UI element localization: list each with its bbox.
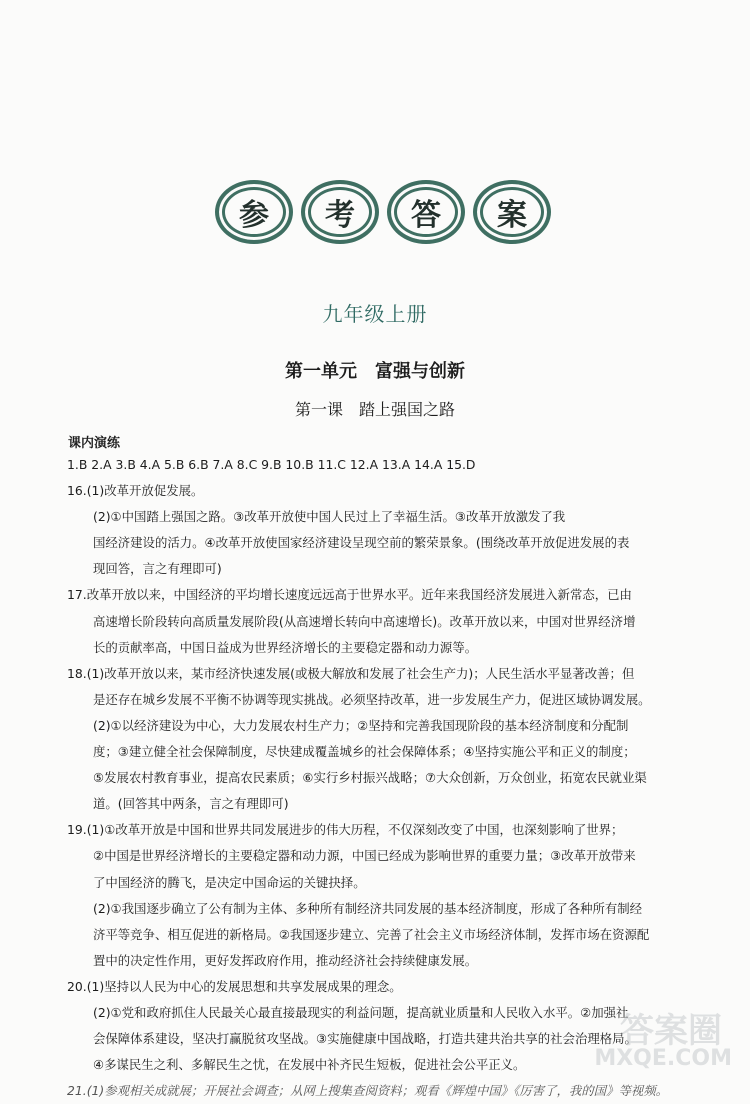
answer-line: ②中国是世界经济增长的主要稳定器和动力源，中国已经成为影响世界的重要力量；③改革开放带来 [93,848,636,864]
watermark-domain: MXQE.COM [594,1046,732,1071]
answer-line: ⑤发展农村教育事业，提高农民素质；⑥实行乡村振兴战略；⑦大众创新，万众创业，拓宽农民就业渠 [93,770,647,786]
banner-char: 案 [497,198,527,233]
answer-line: (2)①党和政府抓住人民最关心最直接最现实的利益问题，提高就业质量和人民收入水平。②加强社 [93,1004,629,1020]
answer-line: 置中的决定性作用，更好发挥政府作用，推动经济社会持续健康发展。 [93,952,478,968]
answer-line: (2)①中国踏上强国之路。③改革开放使中国人民过上了幸福生活。③改革开放激发了我 [93,509,566,525]
banner-char: 答 [411,198,441,233]
banner-seal [301,180,379,244]
answer-line: 现回答，言之有理即可) [93,561,222,577]
grade-title: 九年级上册 [322,302,428,326]
answer-banner [215,180,551,244]
unit-title: 第一单元 富强与创新 [285,361,465,382]
answer-line: 17.改革开放以来，中国经济的平均增长速度远远高于世界水平。近年来我国经济发展进入新常态，已由 [67,587,632,603]
answer-line: 是还存在城乡发展不平衡不协调等现实挑战。必须坚持改革，进一步发展生产力，促进区域协调发展。 [93,691,651,707]
answer-line: 16.(1)改革开放促发展。 [67,483,204,499]
answer-line: 20.(1)坚持以人民为中心的发展思想和共享发展成果的理念。 [67,978,402,994]
answer-line: 道。(回答其中两条，言之有理即可) [93,796,289,812]
banner-seal [473,180,551,244]
answer-line: 18.(1)改革开放以来，某市经济快速发展(或极大解放和发展了社会生产力)；人民生活水平显著改善；但 [67,665,635,681]
answer-line: 高速增长阶段转向高质量发展阶段(从高速增长转向中高速增长)。改革开放以来，中国对世界经济增 [93,613,636,629]
answer-line: 会保障体系建设，坚决打赢脱贫攻坚战。③实施健康中国战略，打造共建共治共享的社会治理格局。 [93,1031,637,1047]
lesson-title: 第一课 踏上强国之路 [294,400,455,419]
answer-line: 1.B 2.A 3.B 4.A 5.B 6.B 7.A 8.C 9.B 10.B 11.C 12.A 13.A 14.A 15.D [67,457,476,472]
answer-line: 度；③建立健全社会保障制度，尽快建成覆盖城乡的社会保障体系；④坚持实施公平和正义的制度； [93,744,636,760]
answer-line: (2)①以经济建设为中心，大力发展农村生产力；②坚持和完善我国现阶段的基本经济制度和分配制 [93,717,629,733]
banner-seal [215,180,293,244]
answer-line: ④多谋民生之利、多解民生之忧，在发展中补齐民生短板，促进社会公平正义。 [93,1057,526,1073]
watermark-text: 答案圈 [620,1011,722,1051]
answer-line: (2)①我国逐步确立了公有制为主体、多种所有制经济共同发展的基本经济制度，形成了各种所有制经 [93,900,643,916]
answer-line: 济平等竞争、相互促进的新格局。②我国逐步建立、完善了社会主义市场经济体制，发挥市场在资源配 [93,926,650,942]
banner-char: 参 [239,198,269,233]
answer-line: 国经济建设的活力。④改革开放使国家经济建设呈现空前的繁荣景象。(围绕改革开放促进发展的表 [93,535,630,551]
answer-line: 长的贡献率高，中国日益成为世界经济增长的主要稳定器和动力源等。 [93,639,478,655]
section-heading: 课内演练 [68,436,121,451]
answer-line: 19.(1)①改革开放是中国和世界共同发展进步的伟大历程，不仅深刻改变了中国，也深刻影响了世界； [67,822,624,838]
answer-line: 了中国经济的腾飞，是决定中国命运的关键抉择。 [93,874,366,890]
banner-char: 考 [325,198,355,233]
answer-line: 21.(1)参观相关成就展；开展社会调查；从网上搜集查阅资料；观看《辉煌中国》《厉害了，我的国》等视频。 [67,1083,669,1099]
banner-seal [387,180,465,244]
watermark-logo [594,999,742,1073]
